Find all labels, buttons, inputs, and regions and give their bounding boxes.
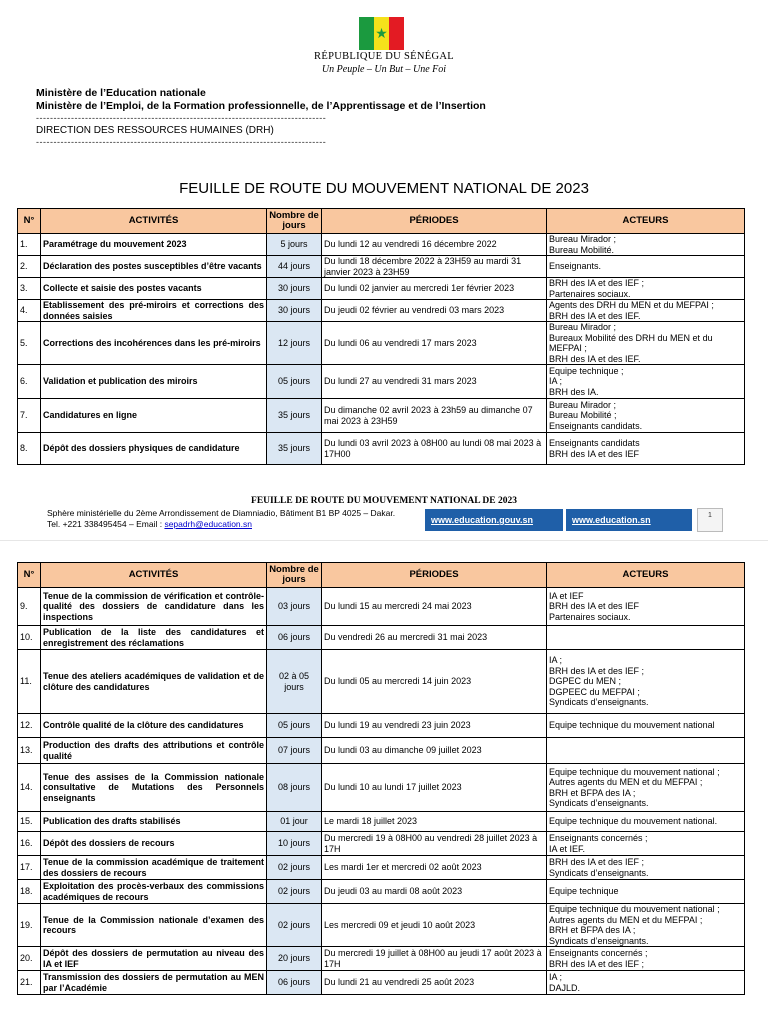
table-row bbox=[18, 856, 745, 880]
period-cell: Du lundi 19 au vendredi 23 juin 2023 bbox=[322, 714, 547, 738]
duration-cell: 06 jours bbox=[267, 626, 322, 650]
table-row bbox=[18, 738, 745, 764]
row-number: 12. bbox=[18, 714, 41, 738]
footer-contact bbox=[47, 519, 395, 530]
period-cell: Du dimanche 02 avril 2023 à 23h59 au dimanche 07 mai 2023 à 23H59 bbox=[322, 399, 547, 433]
table-row bbox=[18, 365, 745, 399]
duration-cell: 02 jours bbox=[267, 856, 322, 880]
row-number: 11. bbox=[18, 650, 41, 714]
page-number: 1 bbox=[697, 508, 723, 532]
ministry-education: Ministère de l’Education nationale bbox=[36, 87, 206, 99]
row-number: 17. bbox=[18, 856, 41, 880]
table-header-row bbox=[18, 563, 745, 588]
table-row bbox=[18, 904, 745, 947]
activity-cell: Tenue de la commission de vérification et contrôle-qualité des dossiers de candidature dans les inspections bbox=[41, 588, 267, 626]
footer-title: FEUILLE DE ROUTE DU MOUVEMENT NATIONAL DE 2023 bbox=[251, 496, 517, 506]
activity-cell: Déclaration des postes susceptibles d’être vacants bbox=[41, 256, 267, 278]
duration-cell: 20 jours bbox=[267, 947, 322, 971]
table-row bbox=[18, 234, 745, 256]
duration-cell: 05 jours bbox=[267, 714, 322, 738]
actors-cell bbox=[547, 738, 745, 764]
row-number: 6. bbox=[18, 365, 41, 399]
table-row bbox=[18, 971, 745, 995]
period-cell: Du jeudi 02 février au vendredi 03 mars 2023 bbox=[322, 300, 547, 322]
duration-cell: 01 jour bbox=[267, 812, 322, 832]
table-row bbox=[18, 812, 745, 832]
activity-cell: Production des drafts des attributions et contrôle qualité bbox=[41, 738, 267, 764]
table-row bbox=[18, 399, 745, 433]
period-cell: Du lundi 12 au vendredi 16 décembre 2022 bbox=[322, 234, 547, 256]
footer-email-link[interactable]: sepadrh@education.sn bbox=[164, 519, 252, 529]
activity-cell: Dépôt des dossiers physiques de candidature bbox=[41, 433, 267, 465]
row-number: 4. bbox=[18, 300, 41, 322]
table-row bbox=[18, 256, 745, 278]
ministry-employment: Ministère de l’Emploi, de la Formation professionnelle, de l’Apprentissage et de l’Insertion bbox=[36, 100, 486, 112]
table-row bbox=[18, 322, 745, 365]
actors-cell: Enseignants. bbox=[547, 256, 745, 278]
period-cell: Le mardi 18 juillet 2023 bbox=[322, 812, 547, 832]
col-header-acteurs: ACTEURS bbox=[547, 209, 745, 234]
activity-cell: Dépôt des dossiers de permutation au niveau des IA et IEF bbox=[41, 947, 267, 971]
duration-cell: 08 jours bbox=[267, 764, 322, 812]
duration-cell: 5 jours bbox=[267, 234, 322, 256]
col-header-nombre: Nombre de jours bbox=[267, 563, 322, 588]
footer-tel: Tel. +221 338495454 – Email : bbox=[47, 519, 165, 529]
period-cell: Du mercredi 19 juillet à 08H00 au jeudi 17 août 2023 à 17H bbox=[322, 947, 547, 971]
period-cell: Du jeudi 03 au mardi 08 août 2023 bbox=[322, 880, 547, 904]
actors-cell: Equipe technique du mouvement national ; Autres agents du MEN et du MEFPAI ; BRH et BFPA des IA ; Syndicats d’enseignants. bbox=[547, 904, 745, 947]
activity-cell: Tenue des assises de la Commission nationale consultative de Mutations des Personnels enseignants bbox=[41, 764, 267, 812]
period-cell: Du lundi 10 au lundi 17 juillet 2023 bbox=[322, 764, 547, 812]
duration-cell: 03 jours bbox=[267, 588, 322, 626]
footer-address: Sphère ministérielle du 2ème Arrondissement de Diamniadio, Bâtiment B1 BP 4025 – Dakar. bbox=[47, 508, 396, 518]
col-header-no: N° bbox=[18, 563, 41, 588]
row-number: 9. bbox=[18, 588, 41, 626]
activity-cell: Publication des drafts stabilisés bbox=[41, 812, 267, 832]
period-cell: Du lundi 15 au mercredi 24 mai 2023 bbox=[322, 588, 547, 626]
duration-cell: 35 jours bbox=[267, 433, 322, 465]
actors-cell: IA ; DAJLD. bbox=[547, 971, 745, 995]
col-header-no: N° bbox=[18, 209, 41, 234]
table-row bbox=[18, 278, 745, 300]
website-link-education[interactable]: www.education.sn bbox=[566, 509, 692, 531]
col-header-acteurs: ACTEURS bbox=[547, 563, 745, 588]
table-row bbox=[18, 433, 745, 465]
activity-cell: Paramétrage du mouvement 2023 bbox=[41, 234, 267, 256]
duration-cell: 30 jours bbox=[267, 278, 322, 300]
separator-dashes-2: ----------------------------------------------------------------------------------- bbox=[36, 137, 327, 147]
period-cell: Du lundi 03 au dimanche 09 juillet 2023 bbox=[322, 738, 547, 764]
activity-cell: Tenue de la Commission nationale d’examen des recours bbox=[41, 904, 267, 947]
table-header-row bbox=[18, 209, 745, 234]
activity-cell: Publication de la liste des candidatures et enregistrement des réclamations bbox=[41, 626, 267, 650]
table-row bbox=[18, 650, 745, 714]
row-number: 15. bbox=[18, 812, 41, 832]
activity-cell: Transmission des dossiers de permutation au MEN par l’Académie bbox=[41, 971, 267, 995]
table-row bbox=[18, 626, 745, 650]
period-cell: Du vendredi 26 au mercredi 31 mai 2023 bbox=[322, 626, 547, 650]
activity-cell: Contrôle qualité de la clôture des candidatures bbox=[41, 714, 267, 738]
period-cell: Du mercredi 19 à 08H00 au vendredi 28 juillet 2023 à 17H bbox=[322, 832, 547, 856]
actors-cell: Equipe technique bbox=[547, 880, 745, 904]
duration-cell: 44 jours bbox=[267, 256, 322, 278]
actors-cell: Equipe technique du mouvement national ; Autres agents du MEN et du MEFPAI ; BRH et BFPA des IA ; Syndicats d’enseignants. bbox=[547, 764, 745, 812]
table-row bbox=[18, 880, 745, 904]
row-number: 18. bbox=[18, 880, 41, 904]
period-cell: Les mardi 1er et mercredi 02 août 2023 bbox=[322, 856, 547, 880]
actors-cell: Enseignants concernés ; BRH des IA et des IEF ; bbox=[547, 947, 745, 971]
actors-cell: Equipe technique du mouvement national. bbox=[547, 812, 745, 832]
schedule-table-1 bbox=[17, 208, 745, 465]
duration-cell: 30 jours bbox=[267, 300, 322, 322]
table-row bbox=[18, 300, 745, 322]
col-header-activites: ACTIVITÉS bbox=[41, 563, 267, 588]
actors-cell: Bureau Mirador ; Bureau Mobilité ; Enseignants candidats. bbox=[547, 399, 745, 433]
table-row bbox=[18, 764, 745, 812]
period-cell: Du lundi 02 janvier au mercredi 1er février 2023 bbox=[322, 278, 547, 300]
period-cell: Du lundi 06 au vendredi 17 mars 2023 bbox=[322, 322, 547, 365]
period-cell: Du lundi 21 au vendredi 25 août 2023 bbox=[322, 971, 547, 995]
duration-cell: 02 à 05 jours bbox=[267, 650, 322, 714]
period-cell: Du lundi 27 au vendredi 31 mars 2023 bbox=[322, 365, 547, 399]
duration-cell: 02 jours bbox=[267, 904, 322, 947]
period-cell: Du lundi 05 au mercredi 14 juin 2023 bbox=[322, 650, 547, 714]
activity-cell: Corrections des incohérences dans les pré-miroirs bbox=[41, 322, 267, 365]
activity-cell: Tenue de la commission académique de traitement des dossiers de recours bbox=[41, 856, 267, 880]
schedule-table-2 bbox=[17, 562, 745, 995]
actors-cell: IA et IEF BRH des IA et des IEF Partenaires sociaux. bbox=[547, 588, 745, 626]
republic-name: RÉPUBLIQUE DU SÉNÉGAL bbox=[314, 51, 454, 62]
actors-cell: Enseignants concernés ; IA et IEF. bbox=[547, 832, 745, 856]
col-header-activites: ACTIVITÉS bbox=[41, 209, 267, 234]
table-row bbox=[18, 947, 745, 971]
table-row bbox=[18, 588, 745, 626]
duration-cell: 35 jours bbox=[267, 399, 322, 433]
row-number: 1. bbox=[18, 234, 41, 256]
website-link-gouv[interactable]: www.education.gouv.sn bbox=[425, 509, 563, 531]
col-header-periodes: PÉRIODES bbox=[322, 563, 547, 588]
col-header-nombre: Nombre de jours bbox=[267, 209, 322, 234]
actors-cell: Equipe technique ; IA ; BRH des IA. bbox=[547, 365, 745, 399]
duration-cell: 02 jours bbox=[267, 880, 322, 904]
activity-cell: Etablissement des pré-miroirs et corrections des données saisies bbox=[41, 300, 267, 322]
row-number: 10. bbox=[18, 626, 41, 650]
duration-cell: 12 jours bbox=[267, 322, 322, 365]
activity-cell: Tenue des ateliers académiques de validation et de clôture des candidatures bbox=[41, 650, 267, 714]
table-row bbox=[18, 832, 745, 856]
duration-cell: 05 jours bbox=[267, 365, 322, 399]
actors-cell bbox=[547, 626, 745, 650]
actors-cell: Agents des DRH du MEN et du MEFPAI ; BRH des IA et des IEF. bbox=[547, 300, 745, 322]
page-separator bbox=[0, 540, 768, 541]
row-number: 20. bbox=[18, 947, 41, 971]
duration-cell: 06 jours bbox=[267, 971, 322, 995]
row-number: 13. bbox=[18, 738, 41, 764]
actors-cell: BRH des IA et des IEF ; Partenaires sociaux. bbox=[547, 278, 745, 300]
actors-cell: Equipe technique du mouvement national bbox=[547, 714, 745, 738]
row-number: 2. bbox=[18, 256, 41, 278]
period-cell: Du lundi 18 décembre 2022 à 23H59 au mardi 31 janvier 2023 à 23H59 bbox=[322, 256, 547, 278]
row-number: 3. bbox=[18, 278, 41, 300]
national-motto: Un Peuple – Un But – Une Foi bbox=[321, 64, 447, 75]
row-number: 16. bbox=[18, 832, 41, 856]
activity-cell: Dépôt des dossiers de recours bbox=[41, 832, 267, 856]
actors-cell: Bureau Mirador ; Bureaux Mobilité des DRH du MEN et du MEFPAI ; BRH des IA et des IEF. bbox=[547, 322, 745, 365]
row-number: 19. bbox=[18, 904, 41, 947]
activity-cell: Candidatures en ligne bbox=[41, 399, 267, 433]
row-number: 14. bbox=[18, 764, 41, 812]
footer-address-block bbox=[47, 508, 395, 530]
row-number: 7. bbox=[18, 399, 41, 433]
direction-name: DIRECTION DES RESSOURCES HUMAINES (DRH) bbox=[36, 125, 274, 136]
separator-dashes-1: ----------------------------------------------------------------------------------- bbox=[36, 113, 327, 123]
page-title: FEUILLE DE ROUTE DU MOUVEMENT NATIONAL DE 2023 bbox=[179, 180, 589, 197]
actors-cell: Bureau Mirador ; Bureau Mobilité. bbox=[547, 234, 745, 256]
row-number: 21. bbox=[18, 971, 41, 995]
row-number: 5. bbox=[18, 322, 41, 365]
activity-cell: Validation et publication des miroirs bbox=[41, 365, 267, 399]
duration-cell: 07 jours bbox=[267, 738, 322, 764]
period-cell: Du lundi 03 avril 2023 à 08H00 au lundi 08 mai 2023 à 17H00 bbox=[322, 433, 547, 465]
table-row bbox=[18, 714, 745, 738]
col-header-periodes: PÉRIODES bbox=[322, 209, 547, 234]
actors-cell: Enseignants candidats BRH des IA et des IEF bbox=[547, 433, 745, 465]
activity-cell: Collecte et saisie des postes vacants bbox=[41, 278, 267, 300]
duration-cell: 10 jours bbox=[267, 832, 322, 856]
actors-cell: IA ; BRH des IA et des IEF ; DGPEC du MEN ; DGPEEC du MEFPAI ; Syndicats d’enseignants. bbox=[547, 650, 745, 714]
activity-cell: Exploitation des procès-verbaux des commissions académiques de recours bbox=[41, 880, 267, 904]
period-cell: Les mercredi 09 et jeudi 10 août 2023 bbox=[322, 904, 547, 947]
actors-cell: BRH des IA et des IEF ; Syndicats d’enseignants. bbox=[547, 856, 745, 880]
row-number: 8. bbox=[18, 433, 41, 465]
senegal-flag-icon: ★ bbox=[359, 17, 404, 50]
